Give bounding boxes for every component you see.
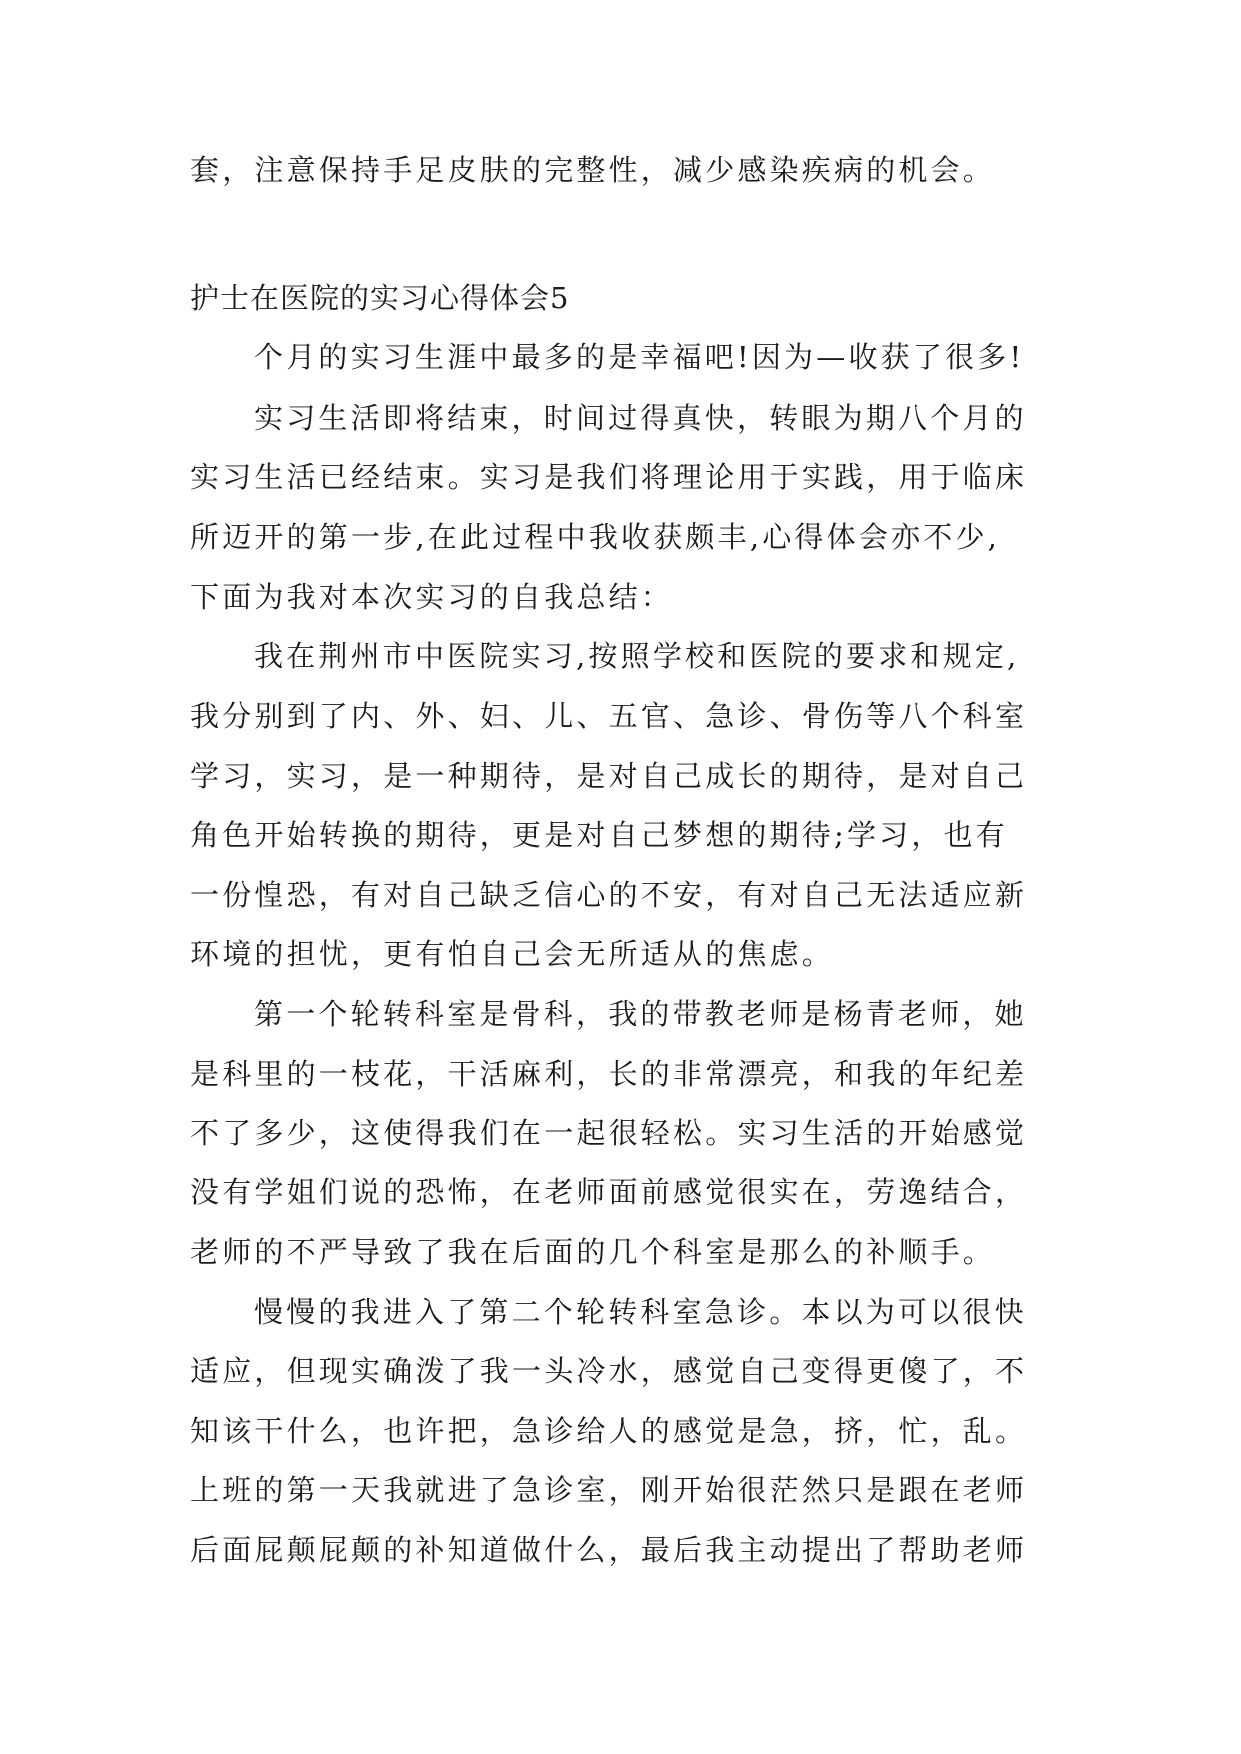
text-line: 一份惶恐，有对自己缺乏信心的不安，有对自己无法适应新 <box>190 878 1028 912</box>
text-line: 是科里的一枝花，干活麻利，长的非常漂亮，和我的年纪差 <box>190 1057 1028 1091</box>
text-line: 我分别到了内、外、妇、儿、五官、急诊、骨伤等八个科室 <box>190 699 1028 733</box>
text-line: 套，注意保持手足皮肤的完整性，减少感染疾病的机会。 <box>190 153 996 187</box>
text-line: 实习生活即将结束，时间过得真快，转眼为期八个月的 <box>254 401 1027 435</box>
text-line: 知该干什么，也许把，急诊给人的感觉是急，挤，忙，乱。 <box>190 1414 1028 1448</box>
text-line: 个月的实习生涯中最多的是幸福吧!因为—收获了很多! <box>254 340 1025 374</box>
text-line: 上班的第一天我就进了急诊室，刚开始很茫然只是跟在老师 <box>190 1473 1028 1507</box>
text-line: 慢慢的我进入了第二个轮转科室急诊。本以为可以很快 <box>254 1295 1027 1329</box>
section-title: 护士在医院的实习心得体会5 <box>190 281 570 315</box>
text-line: 不了多少，这使得我们在一起很轻松。实习生活的开始感觉 <box>190 1116 1028 1150</box>
text-line: 角色开始转换的期待，更是对自己梦想的期待;学习，也有 <box>190 818 1008 852</box>
text-line: 后面屁颠屁颠的补知道做什么，最后我主动提出了帮助老师 <box>190 1533 1028 1567</box>
text-line: 没有学姐们说的恐怖，在老师面前感觉很实在，劳逸结合， <box>190 1175 1028 1209</box>
text-line: 环境的担忧，更有怕自己会无所适从的焦虑。 <box>190 937 835 971</box>
text-line: 实习生活已经结束。实习是我们将理论用于实践，用于临床 <box>190 460 1028 494</box>
text-line: 下面为我对本次实习的自我总结： <box>190 580 674 614</box>
text-line: 适应，但现实确泼了我一头冷水，感觉自己变得更傻了，不 <box>190 1354 1028 1388</box>
text-line: 所迈开的第一步,在此过程中我收获颇丰,心得体会亦不少, <box>190 520 1001 554</box>
text-line: 老师的不严导致了我在后面的几个科室是那么的补顺手。 <box>190 1235 996 1269</box>
text-line: 学习，实习，是一种期待，是对自己成长的期待，是对自己 <box>190 759 1028 793</box>
text-line: 我在荆州市中医院实习,按照学校和医院的要求和规定, <box>254 639 1020 673</box>
text-line: 第一个轮转科室是骨科，我的带教老师是杨青老师，她 <box>254 997 1027 1031</box>
